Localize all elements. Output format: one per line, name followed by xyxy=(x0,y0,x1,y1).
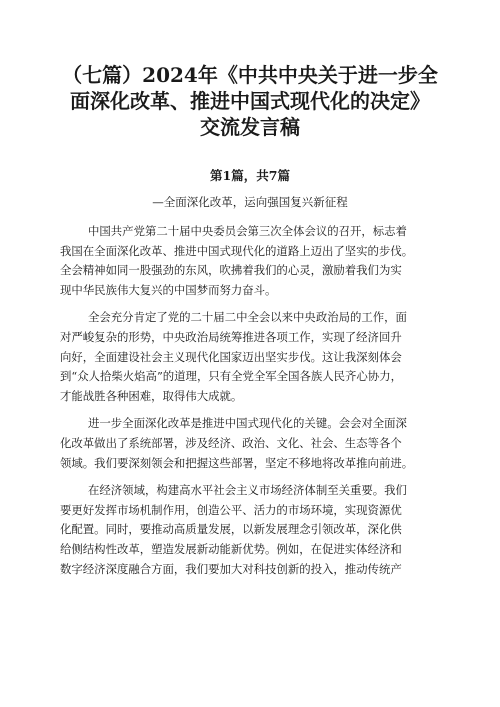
document-title xyxy=(60,62,440,140)
paragraph-line: 要更好发挥市场机制作用，创造公平、活力的市场环境，实现资源优 xyxy=(60,502,402,517)
paragraph-line: 才能战胜各种困难，取得伟大成就。 xyxy=(60,388,243,403)
title-line-1: （七篇）2024年《中共中央关于进一步全 xyxy=(62,63,438,87)
paragraph-line: 化配置。同时，要推动高质量发展，以新发展理念引领改革，深化供 xyxy=(60,522,402,537)
paragraph-line: 给侧结构性改革，塑造发展新动能新优势。例如，在促进实体经济和 xyxy=(60,541,402,556)
paragraph-2 xyxy=(60,308,440,406)
paragraph-line: 数字经济深度融合方面，我们要加大对科技创新的投入，推动传统产 xyxy=(60,561,402,576)
paragraph-line: 中国共产党第二十届中央委员会第三次全体会议的召开，标志着 xyxy=(88,224,407,238)
paragraph-line: 在经济领域，构建高水平社会主义市场经济体制至关重要。我们 xyxy=(88,483,407,498)
paragraph-line: 化改革做出了系统部署，涉及经济、政治、文化、社会、生态等各个 xyxy=(60,435,402,450)
paragraph-line: 领域。我们要深刻领会和把握这些部署，坚定不移地将改革推向前进。 xyxy=(60,455,414,470)
subtitle: —全面深化改革，运向强国复兴新征程 xyxy=(152,195,348,209)
paragraph-line: 全会充分肯定了党的二十届二中全会以来中央政治局的工作，面 xyxy=(88,310,407,325)
paragraph-line: 我国在全面深化改革、推进中国式现代化的道路上迈出了坚实的步伐。 xyxy=(60,243,414,258)
part-label: 第1篇，共7篇 xyxy=(210,168,290,183)
paragraph-line: 现中华民族伟大复兴的中国梦而努力奋斗。 xyxy=(60,282,277,297)
paragraph-1 xyxy=(60,222,440,300)
paragraph-3 xyxy=(60,414,440,473)
paragraph-line: 全会精神如同一股强劲的东风，吹拂着我们的心灵，激励着我们为实 xyxy=(60,263,402,278)
title-line-2: 面深化改革、推进中国式现代化的决定》 xyxy=(70,89,430,113)
paragraph-line: 对严峻复杂的形势，中央政治局统筹推进各项工作，实现了经济回升 xyxy=(60,329,402,344)
paragraph-line: 进一步全面深化改革是推进中国式现代化的关键。会会对全面深 xyxy=(88,416,407,431)
paragraph-4 xyxy=(60,481,440,579)
paragraph-line: 向好，全面建设社会主义现代化国家迈出坚实步伐。这让我深刻体会 xyxy=(60,349,402,364)
title-line-3: 交流发言稿 xyxy=(200,115,300,139)
paragraph-line: 到“众人拾柴火焰高”的道理，只有全党全军全国各族人民齐心协力， xyxy=(60,369,402,384)
